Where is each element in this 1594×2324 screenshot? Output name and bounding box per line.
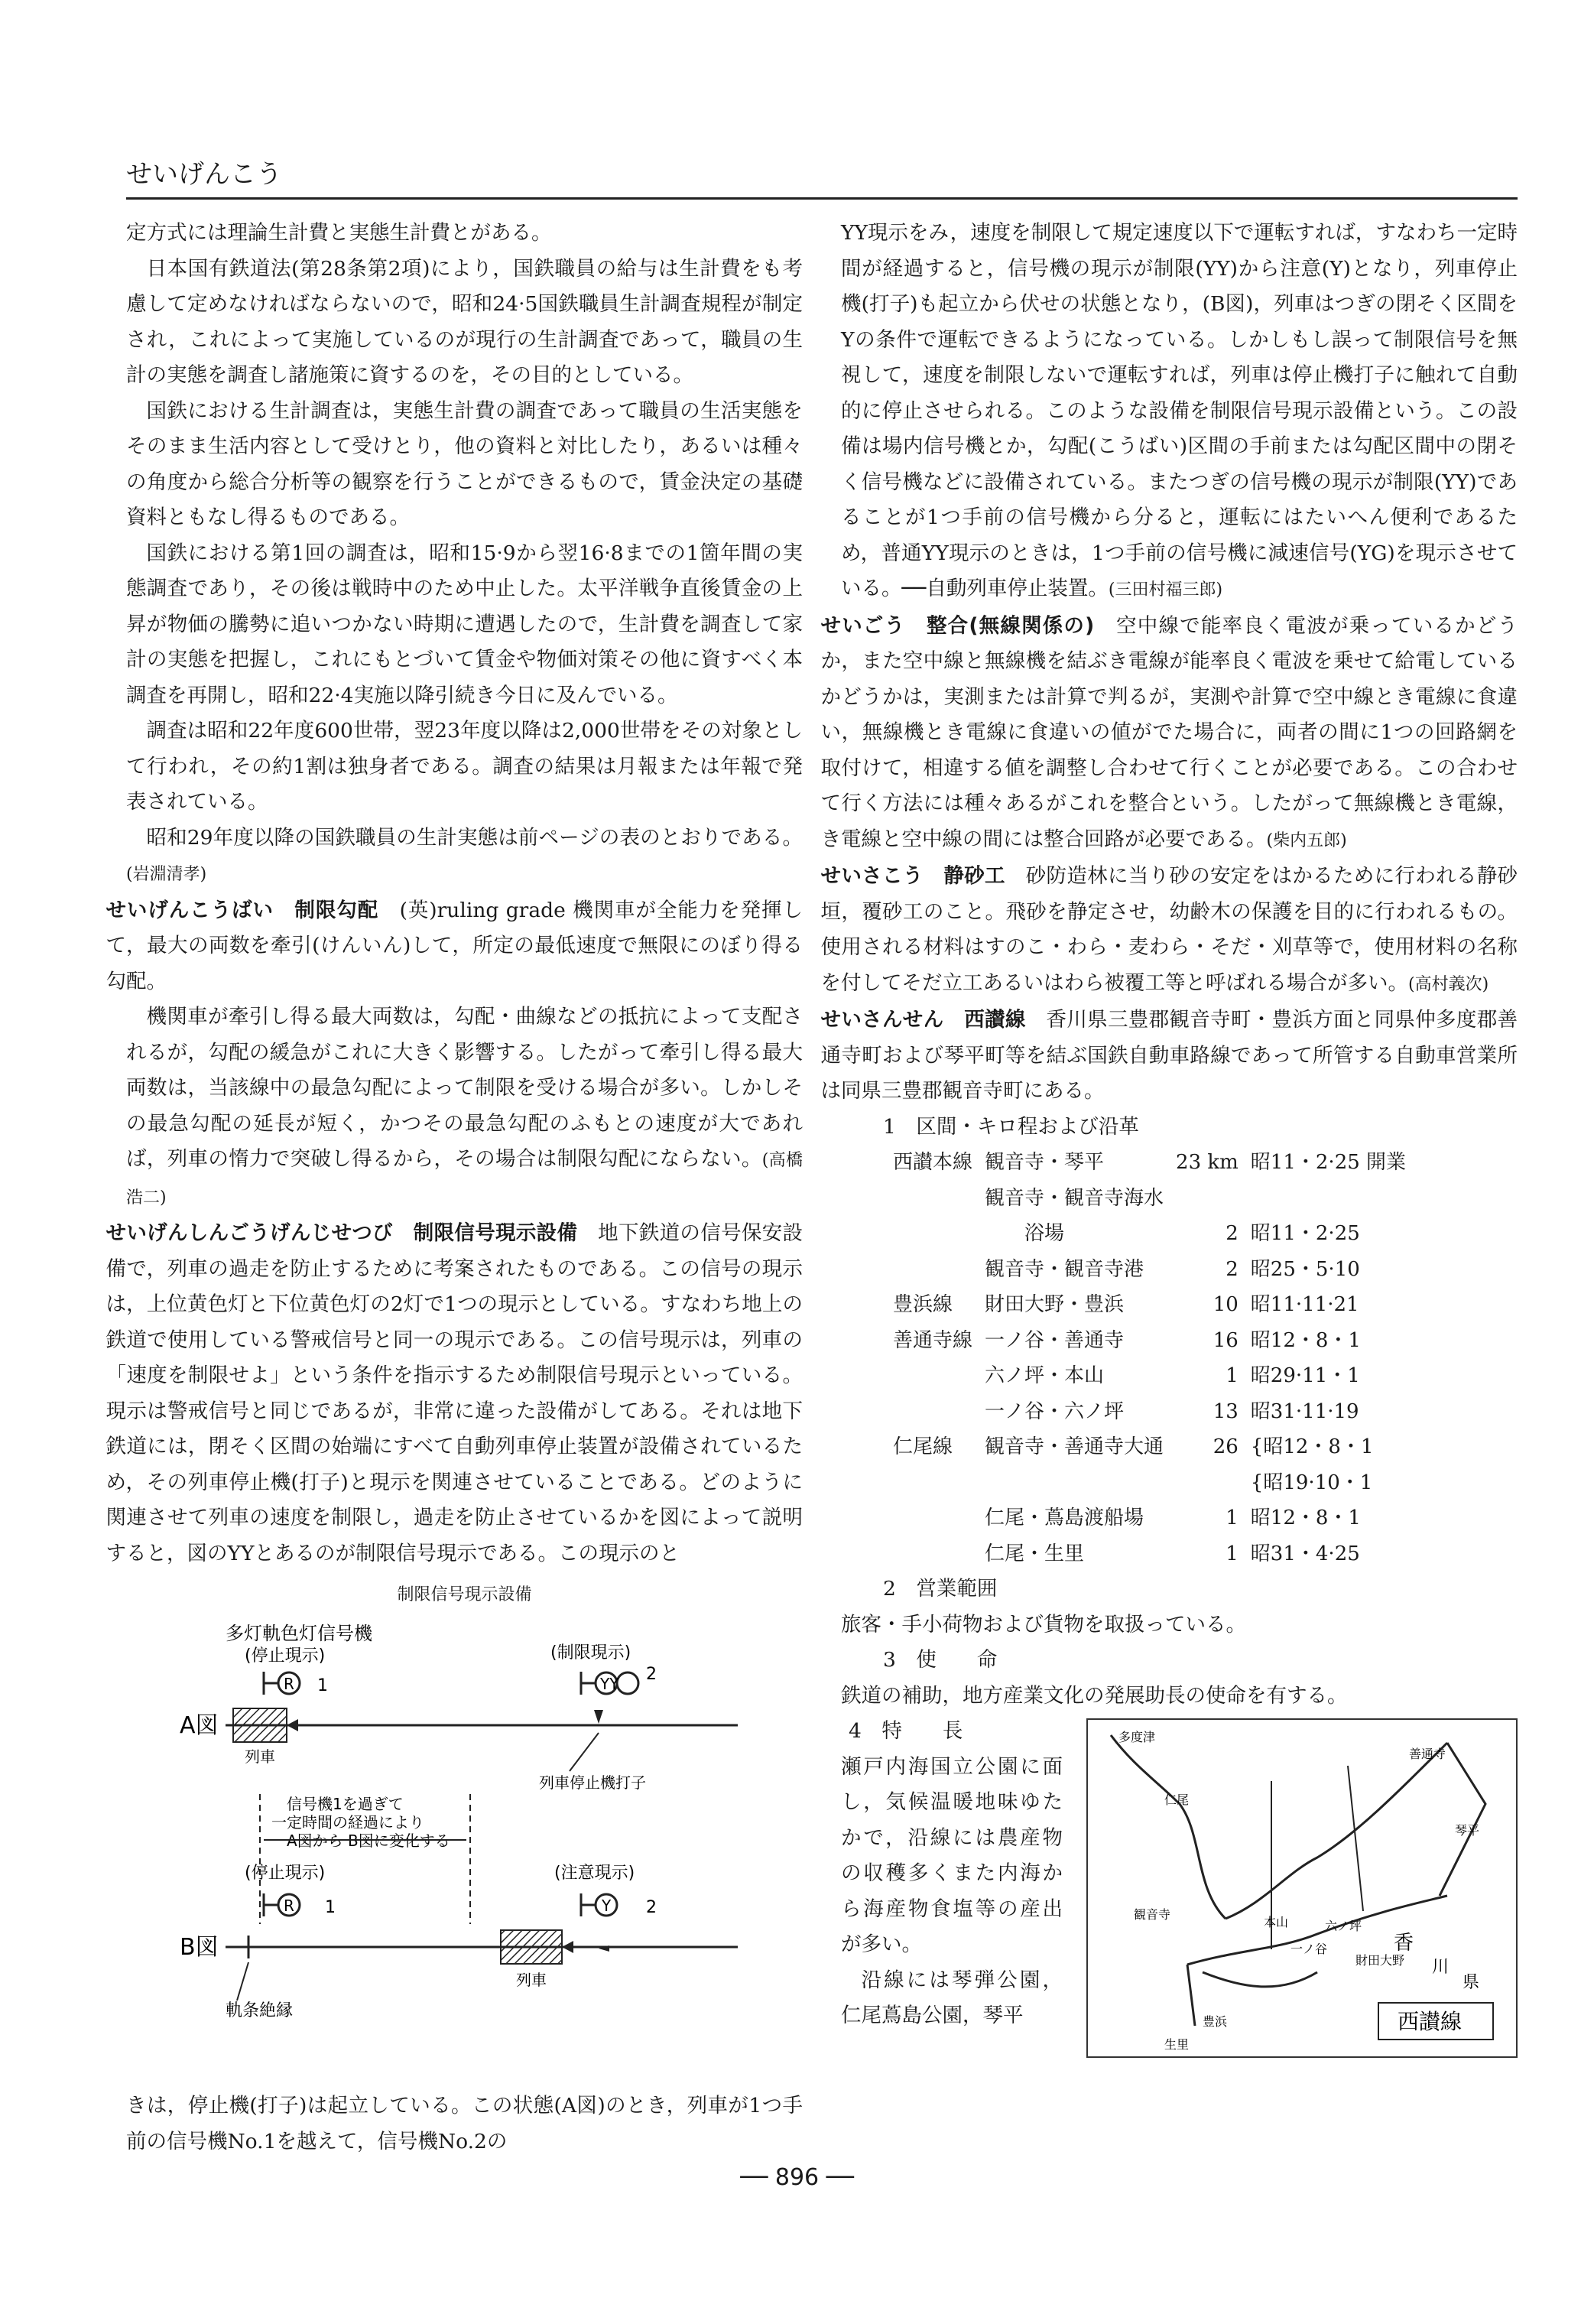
svg-text:善通寺: 善通寺: [1409, 1747, 1446, 1761]
left-paragraph: [106, 893, 803, 1000]
left-paragraph: [126, 216, 803, 252]
right-paragraph: [821, 609, 1518, 860]
left-paragraph: [126, 713, 803, 821]
table-cell: 昭25・5·10: [1250, 1257, 1360, 1281]
right-paragraph: [821, 859, 1518, 1003]
table-cell: 13: [1213, 1399, 1239, 1423]
section-3-heading: 3 使 命: [883, 1648, 998, 1672]
table-cell: 昭12・8・1: [1250, 1328, 1361, 1352]
body-text: 国鉄における生計調査は，実態生計費の調査であって職員の生活実態をそのまま生活内容として受けとり，他の資料と対比したり，あるいは種々の角度から総合分析等の観察を行うことができるもので，賃金決定の基礎資料ともなし得るものである。: [126, 398, 803, 529]
table-cell: 仁尾線: [893, 1435, 953, 1458]
table-cell: 昭29·11・1: [1250, 1364, 1360, 1387]
header-rule: [126, 197, 1518, 200]
table-row: [887, 1287, 1412, 1323]
body-text: 砂防造林に当り砂の安定をはかるために行われる静砂垣，覆砂工のこと。飛砂を静定させ，幼齢木の保護を目的に行われるもの。使用される材料はすのこ・わら・麦わら・そだ・刈草等で，使用材料の名称を付してそだ立工あるいはわら被覆工等と呼ばれる場合が多い。: [820, 864, 1518, 995]
table-cell: [887, 1358, 979, 1394]
map-legend-label: 西讃線: [1398, 2009, 1463, 2034]
table-row: [887, 1465, 1412, 1501]
body-text: 地下鉄道の信号保安設備で，列車の過走を防止するために考案されたものである。この信号の現示は，上位黄色灯と下位黄色灯の2灯で1つの現示としている。すなわち地上の鉄道で使用している警戒信号と同一の現示である。この信号現示は，列車の「速度を制限せよ」という条件を指示するため制限信号現示といっている。現示は警戒信号と同じであるが，非常に違った設備がしてある。それは地下鉄道には，閉そく区間の始端にすべて自動列車停止装置が設備されているため，その列車停止機(打子)と現示を関連させていることである。どのように関連させて列車の速度を制限し，過走を防止させているかを図によって説明すると，図のYYとあるのが制限信号現示である。この現示のと: [106, 1221, 803, 1565]
svg-text:川: 川: [1432, 1958, 1450, 1977]
author-signature: (高橋浩二): [126, 1151, 803, 1208]
table-cell: 2: [1226, 1222, 1239, 1245]
right-paragraphs: [820, 216, 1518, 1110]
table-cell: 昭31·11·19: [1250, 1399, 1359, 1423]
left-paragraph: [126, 536, 803, 714]
author-signature: (岩淵清孝): [126, 865, 207, 884]
body-text: (英)ruling grade 機関車が全能力を発揮して，最大の両数を牽引(けんいん)して，所定の最低速度で無限にのぼり得る勾配。: [106, 898, 803, 993]
svg-text:1: 1: [317, 1676, 328, 1695]
svg-text:一定時間の経過により: 一定時間の経過により: [271, 1812, 424, 1832]
table-row: [887, 1536, 1412, 1572]
body-text: 機関車が牽引し得る最大両数は，勾配・曲線などの抵抗によって支配されるが，勾配の緩急がこれに大きく影響する。したがって牽引し得る最大両数は，当該線中の最急勾配によって制限を受ける場合が多い。しかしその最急勾配の延長が短く，かつその最急勾配のふもとの速度が大であれば，列車の惰力で突破し得るから，その場合は制限勾配にならない。: [126, 1005, 803, 1171]
table-cell: [887, 1181, 979, 1217]
right-paragraph: [841, 216, 1518, 609]
table-cell: 昭11·11·21: [1250, 1293, 1359, 1316]
body-text: 空中線で能率良く電波が乗っているかどうか，また空中線と無線機を結ぶき電線が能率良く電波を乗せて給電しているかどうかは，実測または計算で判るが，実測や計算で空中線とき電線に食違い，無線機とき電線に食違いの値がでた場合に，両者の間に1つの回路網を取付けて，相違する値を調整し合わせて行くことが必要である。この合わせて行く方法には種々あるがこれを整合という。したがって無線機とき電線，き電線と空中線の間には整合回路が必要である。: [820, 613, 1518, 851]
left-paragraphs: [106, 216, 803, 1572]
svg-text:R: R: [284, 1674, 294, 1693]
body-text: YY現示をみ，速度を制限して規定速度以下で運転すれば，すなわち一定時間が経過すると，信号機の現示が制限(YY)から注意(Y)となり，列車停止機(打子)も起立から伏せの状態となり，(B図)，列車はつぎの閉そく区間をYの条件で運転できるようになっている。しかしもし誤って制限信号を無視して，速度を制限しないで運転すれば，列車は停止機打子に触れて自動的に停止させられる。このような設備を制限信号現示設備という。この設備は場内信号機とか，勾配(こうばい)区間の手前または勾配区間中の閉そく信号機などに設備されている。またつぎの信号機の現示が制限(YY)であることが1つ手前の信号機から分ると，運転にはたいへん便利であるため，普通YY現示のときは，1つ手前の信号機に減速信号(YG)を現示させている。──自動列車停止装置。: [841, 221, 1518, 600]
table-cell: 一ノ谷・善通寺: [985, 1328, 1125, 1352]
route-map: [1086, 1718, 1518, 2058]
svg-text:R: R: [284, 1896, 294, 1915]
table-row: [887, 1252, 1412, 1288]
svg-text:琴平: 琴平: [1455, 1823, 1480, 1838]
table-row: [887, 1181, 1412, 1217]
svg-text:生里: 生里: [1164, 2037, 1190, 2052]
headword: せいさこう 静砂工: [820, 864, 1005, 888]
svg-text:2: 2: [646, 1897, 657, 1917]
left-column: [106, 216, 803, 2160]
table-cell: 昭12・8・1: [1250, 1507, 1361, 1529]
svg-text:香: 香: [1394, 1932, 1414, 1955]
train-a: [233, 1708, 287, 1742]
table-row: [887, 1500, 1412, 1536]
body-text: 定方式には理論生計費と実態生計費とがある。: [126, 221, 552, 245]
table-cell: [887, 1536, 979, 1572]
table-cell: 六ノ坪・本山: [985, 1364, 1105, 1387]
table-cell: [887, 1465, 979, 1501]
section-4-text: 瀬戸内海国立公園に面し，気候温暖地味ゆたかで，沿線には農産物の収穫多くまた内海から海産物食塩等の産出が多い。: [841, 1754, 1063, 1956]
route-table: [887, 1145, 1412, 1572]
table-row: [887, 1429, 1412, 1465]
headword: せいげんしんごうげんじせつび 制限信号現示設備: [106, 1221, 578, 1245]
table-cell: 豊浜線: [893, 1293, 953, 1316]
svg-text:信号機1を過ぎて: 信号機1を過ぎて: [287, 1794, 404, 1813]
table-cell: 観音寺・琴平: [985, 1151, 1105, 1174]
section-4-block: [841, 1714, 1518, 2058]
table-row: [887, 1394, 1412, 1430]
section-2-text: 旅客・手小荷物および貨物を取扱っている。: [841, 1612, 1246, 1637]
table-row: [887, 1323, 1412, 1359]
table-cell: 1: [1226, 1507, 1239, 1529]
svg-text:列車停止機打子: 列車停止機打子: [539, 1773, 646, 1792]
table-cell: [887, 1394, 979, 1430]
body-text: 国鉄における第1回の調査は，昭和15·9から翌16·8までの1箇年間の実態調査であり，その後は戦時中のため中止した。太平洋戦争直後賃金の上昇が物価の騰勢に追いつかない時期に遭遇したので，生計費を調査して家計の実態を把握し，これにもとづいて賃金や物価対策その他に資すべく本調査を再開し，昭和22·4実施以降引続き今日に及んでいる。: [126, 541, 803, 707]
table-cell: {昭12・8・1: [1250, 1435, 1374, 1458]
fig-b-label: B図: [180, 1933, 219, 1961]
table-cell: [1245, 1181, 1412, 1217]
svg-text:財田大野: 財田大野: [1355, 1953, 1405, 1968]
svg-text:Y: Y: [602, 1896, 612, 1915]
figure-title: 制限信号現示設備: [397, 1585, 532, 1604]
svg-text:A図から B図に変化する: A図から B図に変化する: [287, 1831, 450, 1850]
fig-label-stop: (停止現示): [245, 1646, 326, 1666]
left-after-figure: きは，停止機(打子)は起立している。この状態(A図)のとき，列車が1つ手前の信号機No.1を越えて，信号機No.2の: [126, 2094, 803, 2153]
table-cell: 16: [1213, 1328, 1239, 1352]
section-3-text: 鉄道の補助，地方産業文化の発展助長の使命を有する。: [841, 1683, 1348, 1708]
table-cell: 2: [1226, 1257, 1239, 1281]
svg-text:県: 県: [1463, 1973, 1480, 1992]
headword: せいごう 整合(無線関係の): [820, 613, 1095, 638]
stopper-a-raised: [594, 1710, 603, 1724]
svg-text:(注意現示): (注意現示): [554, 1863, 635, 1883]
table-cell: [1170, 1181, 1245, 1217]
fig-label-signal: 多灯軌色灯信号機: [226, 1622, 372, 1644]
table-cell: {昭19·10・1: [1250, 1471, 1373, 1494]
table-cell: 仁尾・生里: [985, 1542, 1085, 1565]
fig-a-label: A図: [180, 1711, 219, 1739]
author-signature: (柴内五郎): [1266, 830, 1347, 850]
svg-text:軌条絶縁: 軌条絶縁: [226, 2001, 294, 2020]
left-paragraph: [106, 1216, 803, 1572]
body-text: 香川県三豊郡観音寺町・豊浜方面と同県仲多度郡善通寺町および琴平町等を結ぶ国鉄自動車路線であって所管する自動車営業所は同県三豊郡観音寺町にある。: [820, 1008, 1518, 1103]
author-signature: (三田村福三郎): [1108, 580, 1223, 600]
table-row: [887, 1358, 1412, 1394]
table-cell: 善通寺線: [893, 1328, 973, 1352]
section-4-text2: 沿線には琴弾公園，仁尾蔦島公園，琴平: [841, 1968, 1063, 2027]
svg-text:多度津: 多度津: [1118, 1730, 1156, 1744]
left-paragraph: [126, 394, 803, 536]
headword: せいげんこうばい 制限勾配: [106, 898, 379, 922]
table-cell: [979, 1465, 1170, 1501]
table-cell: 1: [1226, 1542, 1239, 1565]
table-cell: 26: [1213, 1435, 1239, 1458]
svg-text:一ノ谷: 一ノ谷: [1290, 1942, 1328, 1956]
left-paragraph: [126, 821, 803, 893]
running-header: せいげんこう: [126, 159, 282, 190]
table-cell: 観音寺・観音寺港: [985, 1257, 1144, 1281]
table-row: [887, 1216, 1412, 1252]
svg-text:(停止現示): (停止現示): [245, 1863, 326, 1883]
svg-text:1: 1: [325, 1897, 336, 1917]
body-text: 昭和29年度以降の国鉄職員の生計実態は前ページの表のとおりである。: [146, 825, 803, 850]
svg-text:観音寺: 観音寺: [1134, 1907, 1171, 1922]
table-cell: 観音寺・観音寺海水: [985, 1186, 1164, 1210]
table-cell: 昭11・2·25: [1250, 1222, 1360, 1245]
right-column: [820, 216, 1518, 2058]
svg-text:2: 2: [646, 1664, 657, 1684]
section-1-heading: 1 区間・キロ程および沿革: [883, 1114, 1139, 1139]
headword: せいさんせん 西讃線: [820, 1008, 1026, 1032]
signal-diagram: [141, 1618, 768, 2077]
table-cell: 10: [1213, 1293, 1239, 1316]
table-cell: 昭11・2·25 開業: [1250, 1151, 1407, 1174]
table-cell: 浴場: [985, 1222, 1065, 1245]
table-cell: 一ノ谷・六ノ坪: [985, 1399, 1125, 1423]
table-cell: 仁尾・蔦島渡船場: [985, 1507, 1144, 1529]
svg-text:仁尾: 仁尾: [1164, 1793, 1190, 1807]
table-cell: 財田大野・豊浜: [985, 1293, 1125, 1316]
table-cell: 観音寺・善通寺大通: [985, 1435, 1164, 1458]
svg-text:列車: 列車: [245, 1747, 275, 1766]
left-paragraph: [126, 252, 803, 394]
table-cell: 西讃本線: [893, 1151, 973, 1174]
section-4-heading: 4 特 長: [849, 1719, 963, 1743]
svg-text:豊浜: 豊浜: [1203, 2014, 1228, 2029]
section-2-heading: 2 営業範囲: [883, 1577, 998, 1601]
table-cell: [887, 1500, 979, 1536]
table-cell: [1170, 1465, 1245, 1501]
left-paragraph: [126, 999, 803, 1216]
table-cell: [887, 1252, 979, 1288]
table-cell: 23 km: [1176, 1151, 1239, 1174]
svg-text:本山: 本山: [1264, 1915, 1289, 1929]
svg-text:YY: YY: [600, 1674, 619, 1693]
table-cell: [887, 1216, 979, 1252]
table-row: [887, 1145, 1412, 1181]
body-text: 日本国有鉄道法(第28条第2項)により，国鉄職員の給与は生計費をも考慮して定めなければならないので，昭和24·5国鉄職員生計調査規程が制定され，これによって実施しているのが現行の生計調査であって，職員の生計の実態を調査し諸施策に資するのを，その目的としている。: [126, 256, 803, 387]
svg-text:列車: 列車: [516, 1970, 547, 1989]
signal-2-yellow-lamp-2: [617, 1672, 638, 1694]
table-cell: 1: [1226, 1364, 1239, 1387]
table-cell: 昭31・4·25: [1250, 1542, 1360, 1565]
fig-label-restrict: (制限現示): [550, 1643, 631, 1663]
train-b: [501, 1930, 562, 1964]
body-text: 調査は昭和22年度600世帯，翌23年度以降は2,000世帯をその対象として行われ，その約1割は独身者である。調査の結果は月報または年報で発表されている。: [126, 719, 803, 814]
author-signature: (高村義次): [1408, 974, 1489, 994]
right-paragraph: [821, 1003, 1518, 1110]
page-number: ── 896 ──: [740, 2164, 854, 2191]
svg-text:六ノ坪: 六ノ坪: [1325, 1919, 1362, 1933]
